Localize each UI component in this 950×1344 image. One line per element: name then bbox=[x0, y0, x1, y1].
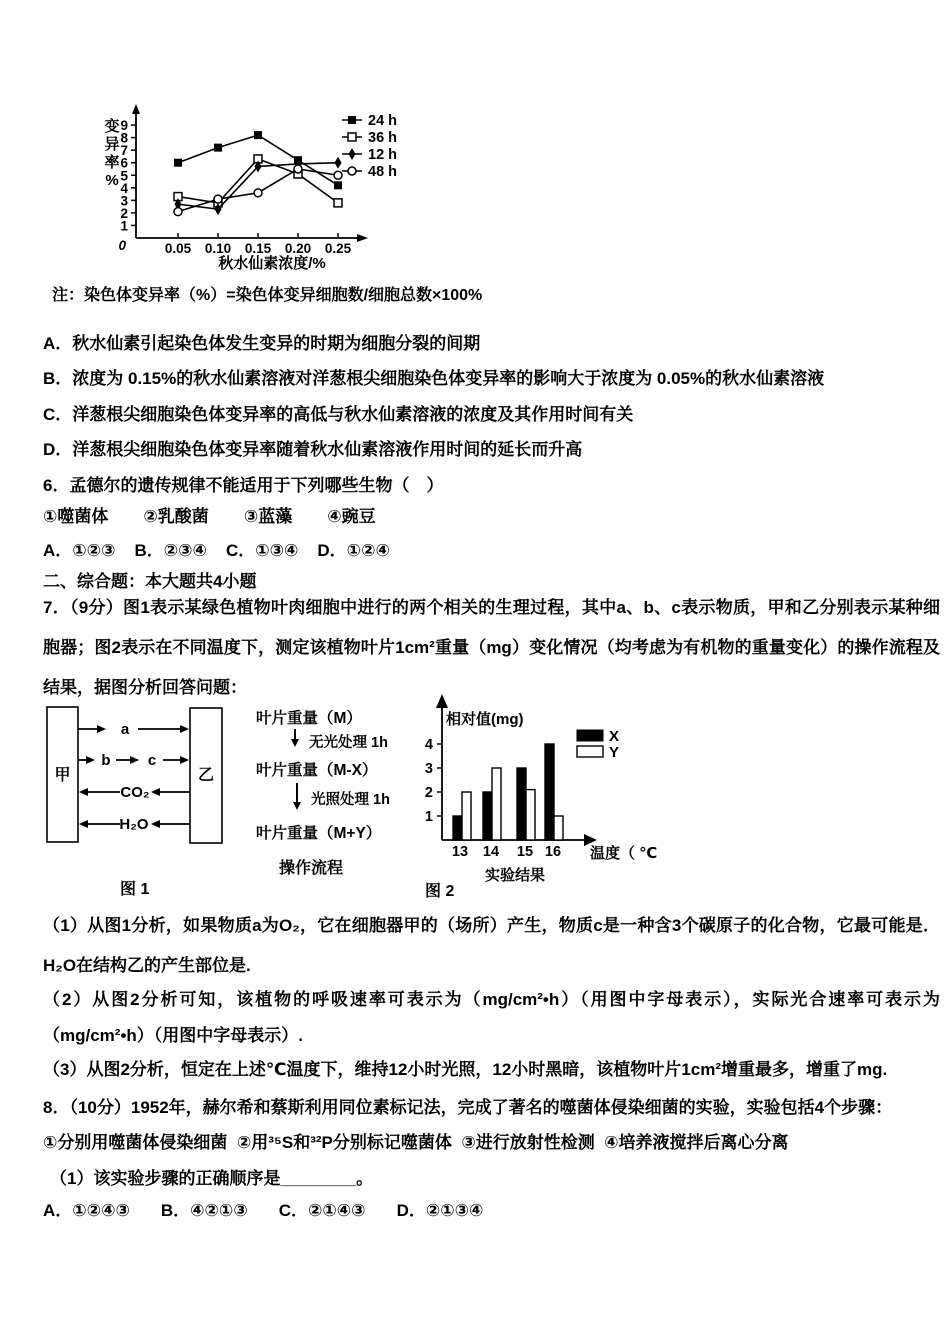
fig1-right-organelle-label: 乙 bbox=[197, 767, 215, 784]
q5-option-a: A．秋水仙素引起染色体发生变异的时期为细胞分裂的间期 bbox=[43, 334, 481, 353]
figure1-organelle-diagram bbox=[42, 695, 242, 853]
q8-answer-option: D．②①③④ bbox=[396, 1201, 484, 1220]
right-arrow-icon bbox=[130, 756, 139, 764]
q6-item: ②乳酸菌 bbox=[143, 507, 209, 526]
line-chart-legend bbox=[342, 113, 397, 180]
right-arrow-icon bbox=[180, 725, 189, 733]
fig1-h2o-label: H₂O bbox=[119, 816, 149, 833]
line-chart-note: 注：染色体变异率（%）=染色体变异细胞数/细胞总数×100% bbox=[52, 287, 483, 304]
q8-answer-option: B．④②①③ bbox=[160, 1201, 248, 1220]
q7-sub-question-1: （1）从图1分析，如果物质a为O₂，它在细胞器甲的（场所）产生，物质c是一种含3个碳原子的化合物，它最可能是．H₂O在结构乙的产生部位是. bbox=[43, 916, 940, 975]
section-2-header: 二、综合题：本大题共4小题 bbox=[43, 572, 257, 591]
svg-text:5: 5 bbox=[120, 168, 128, 184]
down-arrow-icon bbox=[296, 783, 298, 806]
svg-text:0.20: 0.20 bbox=[284, 241, 312, 256]
flow-step-2: 叶片重量（M-X） bbox=[256, 762, 378, 779]
series-12h bbox=[175, 157, 342, 215]
svg-text:14: 14 bbox=[482, 844, 500, 860]
flow-arrow-2-label: 光照处理 1h bbox=[311, 792, 390, 808]
fig1-left-organelle-label: 甲 bbox=[54, 767, 71, 784]
svg-text:温度（ ℃: 温度（ ℃ bbox=[590, 845, 658, 862]
q6-item: ③蓝藻 bbox=[243, 507, 293, 526]
right-arrow-icon bbox=[86, 756, 95, 764]
svg-text:2: 2 bbox=[120, 205, 128, 221]
svg-text:1: 1 bbox=[120, 218, 128, 234]
svg-text:6: 6 bbox=[120, 155, 128, 171]
fig1-substance-c: c bbox=[147, 752, 157, 769]
series-48h bbox=[174, 165, 342, 216]
svg-text:2: 2 bbox=[424, 785, 433, 801]
svg-text:%: % bbox=[105, 172, 119, 189]
svg-text:1: 1 bbox=[424, 809, 433, 825]
svg-text:3: 3 bbox=[424, 761, 433, 777]
fig1-substance-a: a bbox=[120, 721, 130, 738]
svg-text:率: 率 bbox=[104, 154, 120, 171]
left-arrow-icon bbox=[151, 788, 160, 796]
figure2-caption: 图 2 bbox=[425, 883, 455, 900]
svg-text:9: 9 bbox=[120, 118, 128, 134]
svg-text:异: 异 bbox=[104, 136, 120, 153]
right-arrow-icon bbox=[180, 756, 189, 764]
q7-stem: 7．（9分）图1表示某绿色植物叶肉细胞中进行的两个相关的生理过程，其中a、b、c表示物质，甲和乙分别表示某种细胞器；图2表示在不同温度下，测定该植物叶片1cm²重量（mg）变化情况（均考虑为有机物的重量变化）的操作流程及结果，据图分析回答问题： bbox=[43, 598, 940, 697]
q6-answer-option: C．①③④ bbox=[225, 541, 299, 560]
q6-stem: 6．孟德尔的遗传规律不能适用于下列哪些生物（ ） bbox=[43, 476, 444, 495]
q7-sub-question-3: （3）从图2分析，恒定在上述℃温度下，维持12小时光照，12小时黑暗，该植物叶片1cm²增重最多，增重了mg. bbox=[43, 1060, 888, 1079]
svg-text:0.25: 0.25 bbox=[324, 241, 352, 256]
q6-item: ④豌豆 bbox=[327, 507, 376, 526]
figure1-caption: 图 1 bbox=[120, 881, 150, 898]
q6-items bbox=[43, 506, 376, 527]
q8-answer-option: A．①②④③ bbox=[43, 1201, 130, 1220]
down-arrow-icon bbox=[294, 729, 296, 743]
svg-text:4: 4 bbox=[120, 180, 128, 196]
svg-text:48 h: 48 h bbox=[368, 164, 398, 180]
right-arrow-icon bbox=[97, 725, 106, 733]
svg-text:36 h: 36 h bbox=[368, 130, 398, 146]
fig1-co2-label: CO₂ bbox=[120, 784, 150, 801]
svg-text:0.15: 0.15 bbox=[244, 241, 272, 256]
svg-text:X: X bbox=[609, 728, 620, 745]
svg-text:4: 4 bbox=[424, 737, 433, 753]
bar-chart-legend bbox=[577, 728, 619, 761]
svg-text:16: 16 bbox=[544, 844, 562, 860]
q6-answer-option: A．①②③ bbox=[43, 541, 116, 560]
svg-text:13: 13 bbox=[451, 844, 469, 860]
q5-option-b: B．浓度为 0.15%的秋水仙素溶液对洋葱根尖细胞染色体变异率的影响大于浓度为 0.05%的秋水仙素溶液 bbox=[43, 369, 825, 388]
svg-text:0.05: 0.05 bbox=[164, 241, 192, 256]
figure2-temperature-bar-chart bbox=[400, 690, 680, 890]
left-arrow-icon bbox=[79, 820, 88, 828]
q7-sub-question-2: （2）从图2分析可知，该植物的呼吸速率可表示为（mg/cm²•h）（用图中字母表示），实际光合速率可表示为（mg/cm²•h）（用图中字母表示）. bbox=[43, 990, 940, 1045]
q5-option-d: D．洋葱根尖细胞染色体变异率随着秋水仙素溶液作用时间的延长而升高 bbox=[43, 440, 583, 459]
flow-arrow-1-label: 无光处理 1h bbox=[309, 735, 388, 751]
colchicine-variation-line-chart bbox=[60, 100, 460, 272]
flow-caption: 操作流程 bbox=[279, 860, 344, 877]
flow-step-1: 叶片重量（M） bbox=[256, 710, 362, 727]
q5-option-c: C．洋葱根尖细胞染色体变异率的高低与秋水仙素溶液的浓度及其作用时间有关 bbox=[43, 405, 634, 424]
q8-steps: ①分别用噬菌体侵染细菌 ②用³⁵S和³²P分别标记噬菌体 ③进行放射性检测 ④培养液搅拌后离心分离 bbox=[43, 1133, 789, 1152]
q6-answer-options bbox=[43, 540, 390, 561]
svg-text:0: 0 bbox=[118, 238, 126, 253]
svg-text:实验结果: 实验结果 bbox=[484, 867, 546, 884]
svg-text:24 h: 24 h bbox=[368, 113, 398, 129]
svg-text:秋水仙素浓度/%: 秋水仙素浓度/% bbox=[218, 255, 326, 272]
q8-sub-question-1: （1）该实验步骤的正确顺序是________。 bbox=[50, 1169, 374, 1188]
svg-text:12 h: 12 h bbox=[368, 147, 398, 163]
svg-text:15: 15 bbox=[516, 844, 534, 860]
svg-text:相对值(mg): 相对值(mg) bbox=[446, 711, 524, 728]
q6-answer-option: B．②③④ bbox=[134, 541, 207, 560]
left-arrow-icon bbox=[79, 788, 88, 796]
svg-text:7: 7 bbox=[120, 143, 128, 159]
svg-text:8: 8 bbox=[120, 130, 128, 146]
q8-stem: 8．（10分）1952年，赫尔希和蔡斯利用同位素标记法，完成了著名的噬菌体侵染细菌的实验，实验包括4个步骤： bbox=[43, 1098, 893, 1117]
flow-step-3: 叶片重量（M+Y） bbox=[256, 825, 382, 842]
svg-text:Y: Y bbox=[609, 744, 620, 761]
q8-answer-option: C．②①④③ bbox=[278, 1201, 366, 1220]
left-arrow-icon bbox=[151, 820, 160, 828]
svg-text:3: 3 bbox=[120, 193, 128, 209]
q6-answer-option: D．①②④ bbox=[317, 541, 390, 560]
q6-item: ①噬菌体 bbox=[43, 507, 109, 526]
q8-answer-options bbox=[43, 1200, 483, 1221]
fig1-substance-b: b bbox=[101, 752, 111, 769]
svg-text:0.10: 0.10 bbox=[204, 241, 232, 256]
svg-text:变: 变 bbox=[104, 118, 120, 135]
